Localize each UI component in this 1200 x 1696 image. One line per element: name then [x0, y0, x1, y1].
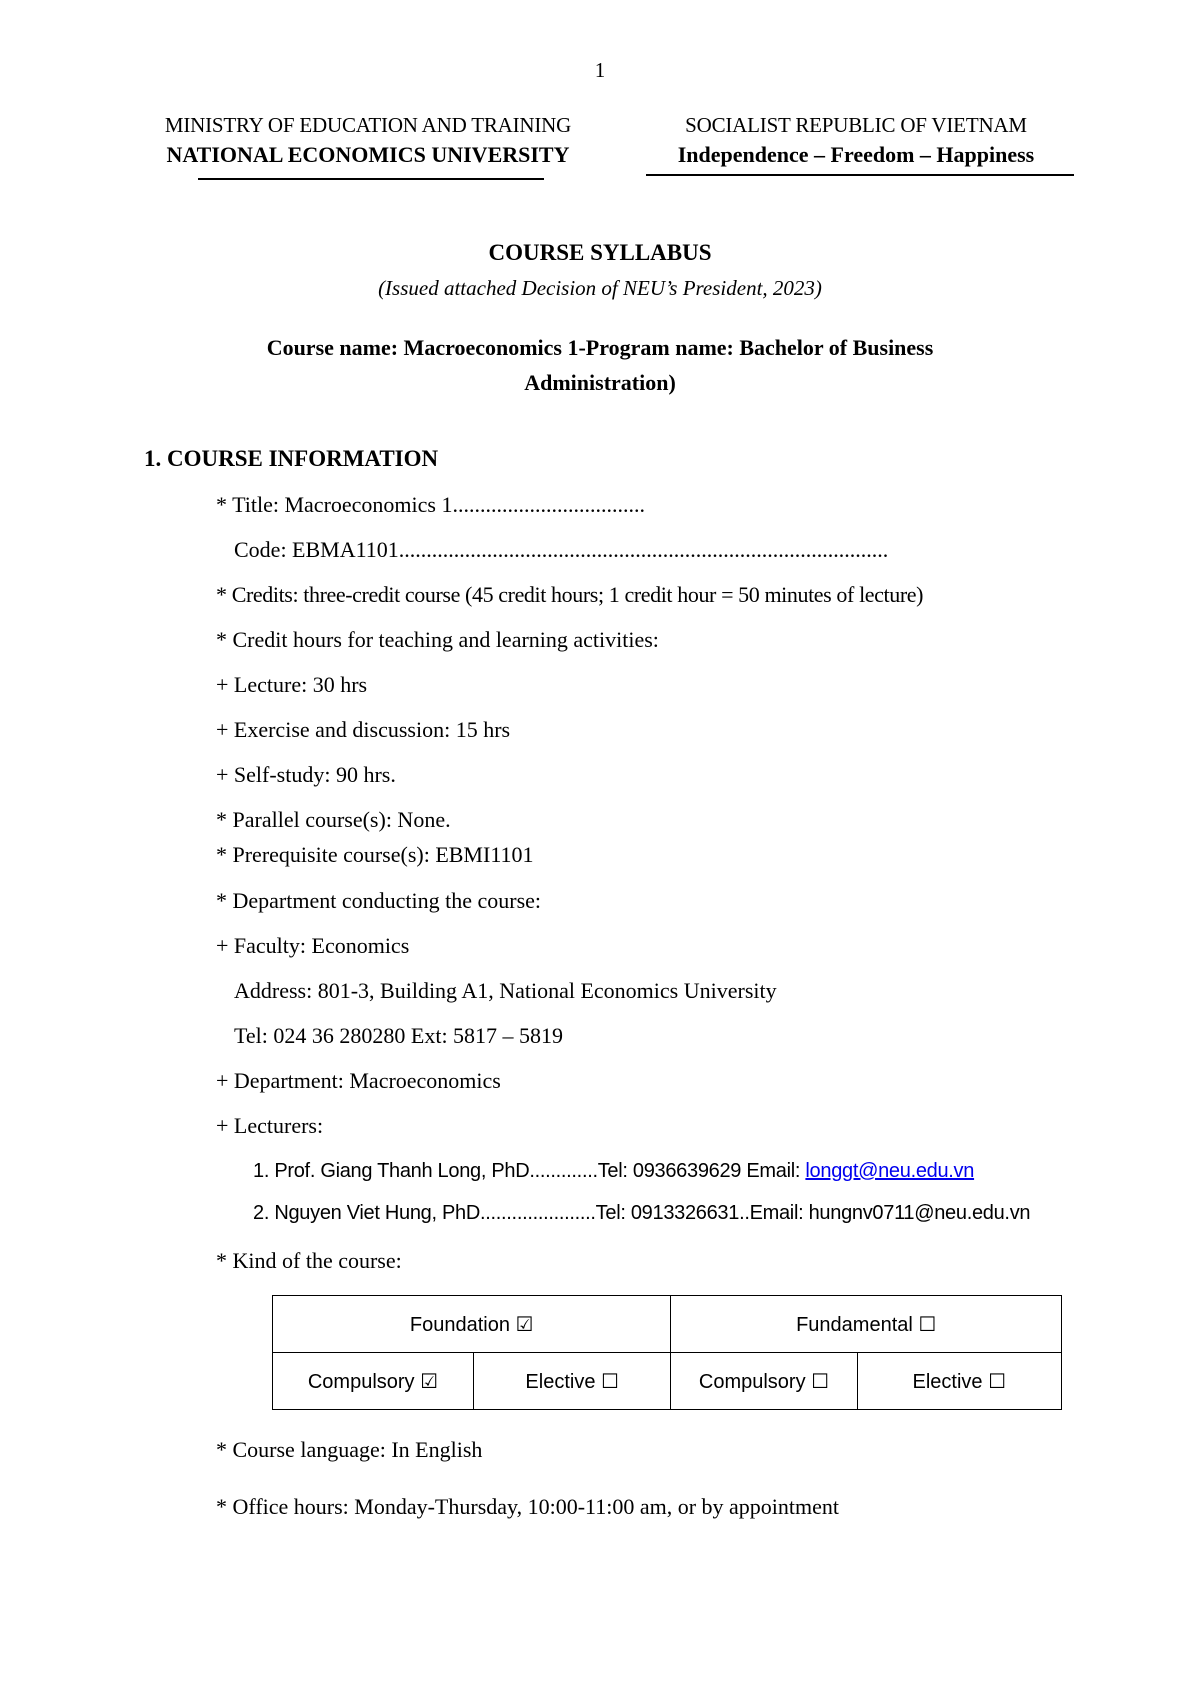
foundation-compulsory-cell: Compulsory ☑ — [273, 1353, 474, 1410]
course-code: Code: EBMA1101......................................................................................... — [234, 537, 889, 562]
lecturers-label: + Lecturers: — [216, 1113, 324, 1138]
document-title: COURSE SYLLABUS — [488, 240, 712, 265]
foundation-elective-cell: Elective ☐ — [473, 1353, 671, 1410]
office-hours: * Office hours: Monday-Thursday, 10:00-11:00 am, or by appointment — [216, 1494, 840, 1519]
lecturer-1-email-link[interactable]: longgt@neu.edu.vn — [805, 1160, 975, 1182]
fundamental-compulsory-cell: Compulsory ☐ — [671, 1353, 857, 1410]
page-number: 1 — [594, 58, 606, 82]
department: + Department: Macroeconomics — [216, 1068, 501, 1093]
department-conducting-label: * Department conducting the course: — [216, 888, 542, 913]
header-right — [636, 112, 1076, 172]
national-motto: Independence – Freedom – Happiness — [677, 142, 1035, 167]
header-left — [108, 112, 628, 172]
course-name-line1: Course name: Macroeconomics 1-Program name: Bachelor of Business — [266, 335, 934, 360]
header-left-rule — [198, 178, 544, 180]
fundamental-cell: Fundamental ☐ — [671, 1296, 1062, 1353]
parallel-courses: * Parallel course(s): None. — [216, 807, 451, 832]
header-right-rule — [646, 174, 1074, 176]
lecturer-2-details: 2. Nguyen Viet Hung, PhD......................Tel: 0913326631..Email: hungnv0711@neu.edu.vn — [253, 1202, 1031, 1224]
kind-of-course-table — [272, 1295, 1062, 1410]
foundation-cell: Foundation ☑ — [273, 1296, 671, 1353]
self-study-hours: + Self-study: 90 hrs. — [216, 762, 396, 787]
lecturer-1-details: 1. Prof. Giang Thanh Long, PhD.............Tel: 0936639629 Email: — [253, 1160, 806, 1182]
credit-hours-label: * Credit hours for teaching and learning activities: — [216, 627, 659, 652]
course-name-line2: Administration) — [524, 370, 676, 395]
course-name — [0, 330, 1200, 400]
lecturer-1 — [253, 1160, 974, 1183]
faculty: + Faculty: Economics — [216, 933, 410, 958]
prerequisite-courses: * Prerequisite course(s): EBMI1101 — [216, 842, 534, 867]
republic-name: SOCIALIST REPUBLIC OF VIETNAM — [685, 113, 1027, 137]
kind-of-course-label: * Kind of the course: — [216, 1248, 402, 1273]
ministry-name: MINISTRY OF EDUCATION AND TRAINING — [164, 113, 572, 137]
section-heading: 1. COURSE INFORMATION — [144, 446, 439, 471]
document-subtitle: (Issued attached Decision of NEU’s President, 2023) — [378, 276, 822, 300]
exercise-hours: + Exercise and discussion: 15 hrs — [216, 717, 511, 742]
faculty-address: Address: 801-3, Building A1, National Economics University — [234, 978, 777, 1003]
faculty-tel: Tel: 024 36 280280 Ext: 5817 – 5819 — [234, 1023, 564, 1048]
fundamental-elective-cell: Elective ☐ — [857, 1353, 1061, 1410]
lecture-hours: + Lecture: 30 hrs — [216, 672, 368, 697]
course-credits: * Credits: three-credit course (45 credit hours; 1 credit hour = 50 minutes of lecture) — [216, 582, 924, 607]
course-title: * Title: Macroeconomics 1................................... — [216, 492, 645, 517]
university-name: NATIONAL ECONOMICS UNIVERSITY — [166, 142, 570, 167]
course-language: * Course language: In English — [216, 1437, 483, 1462]
lecturer-2 — [253, 1202, 1030, 1225]
